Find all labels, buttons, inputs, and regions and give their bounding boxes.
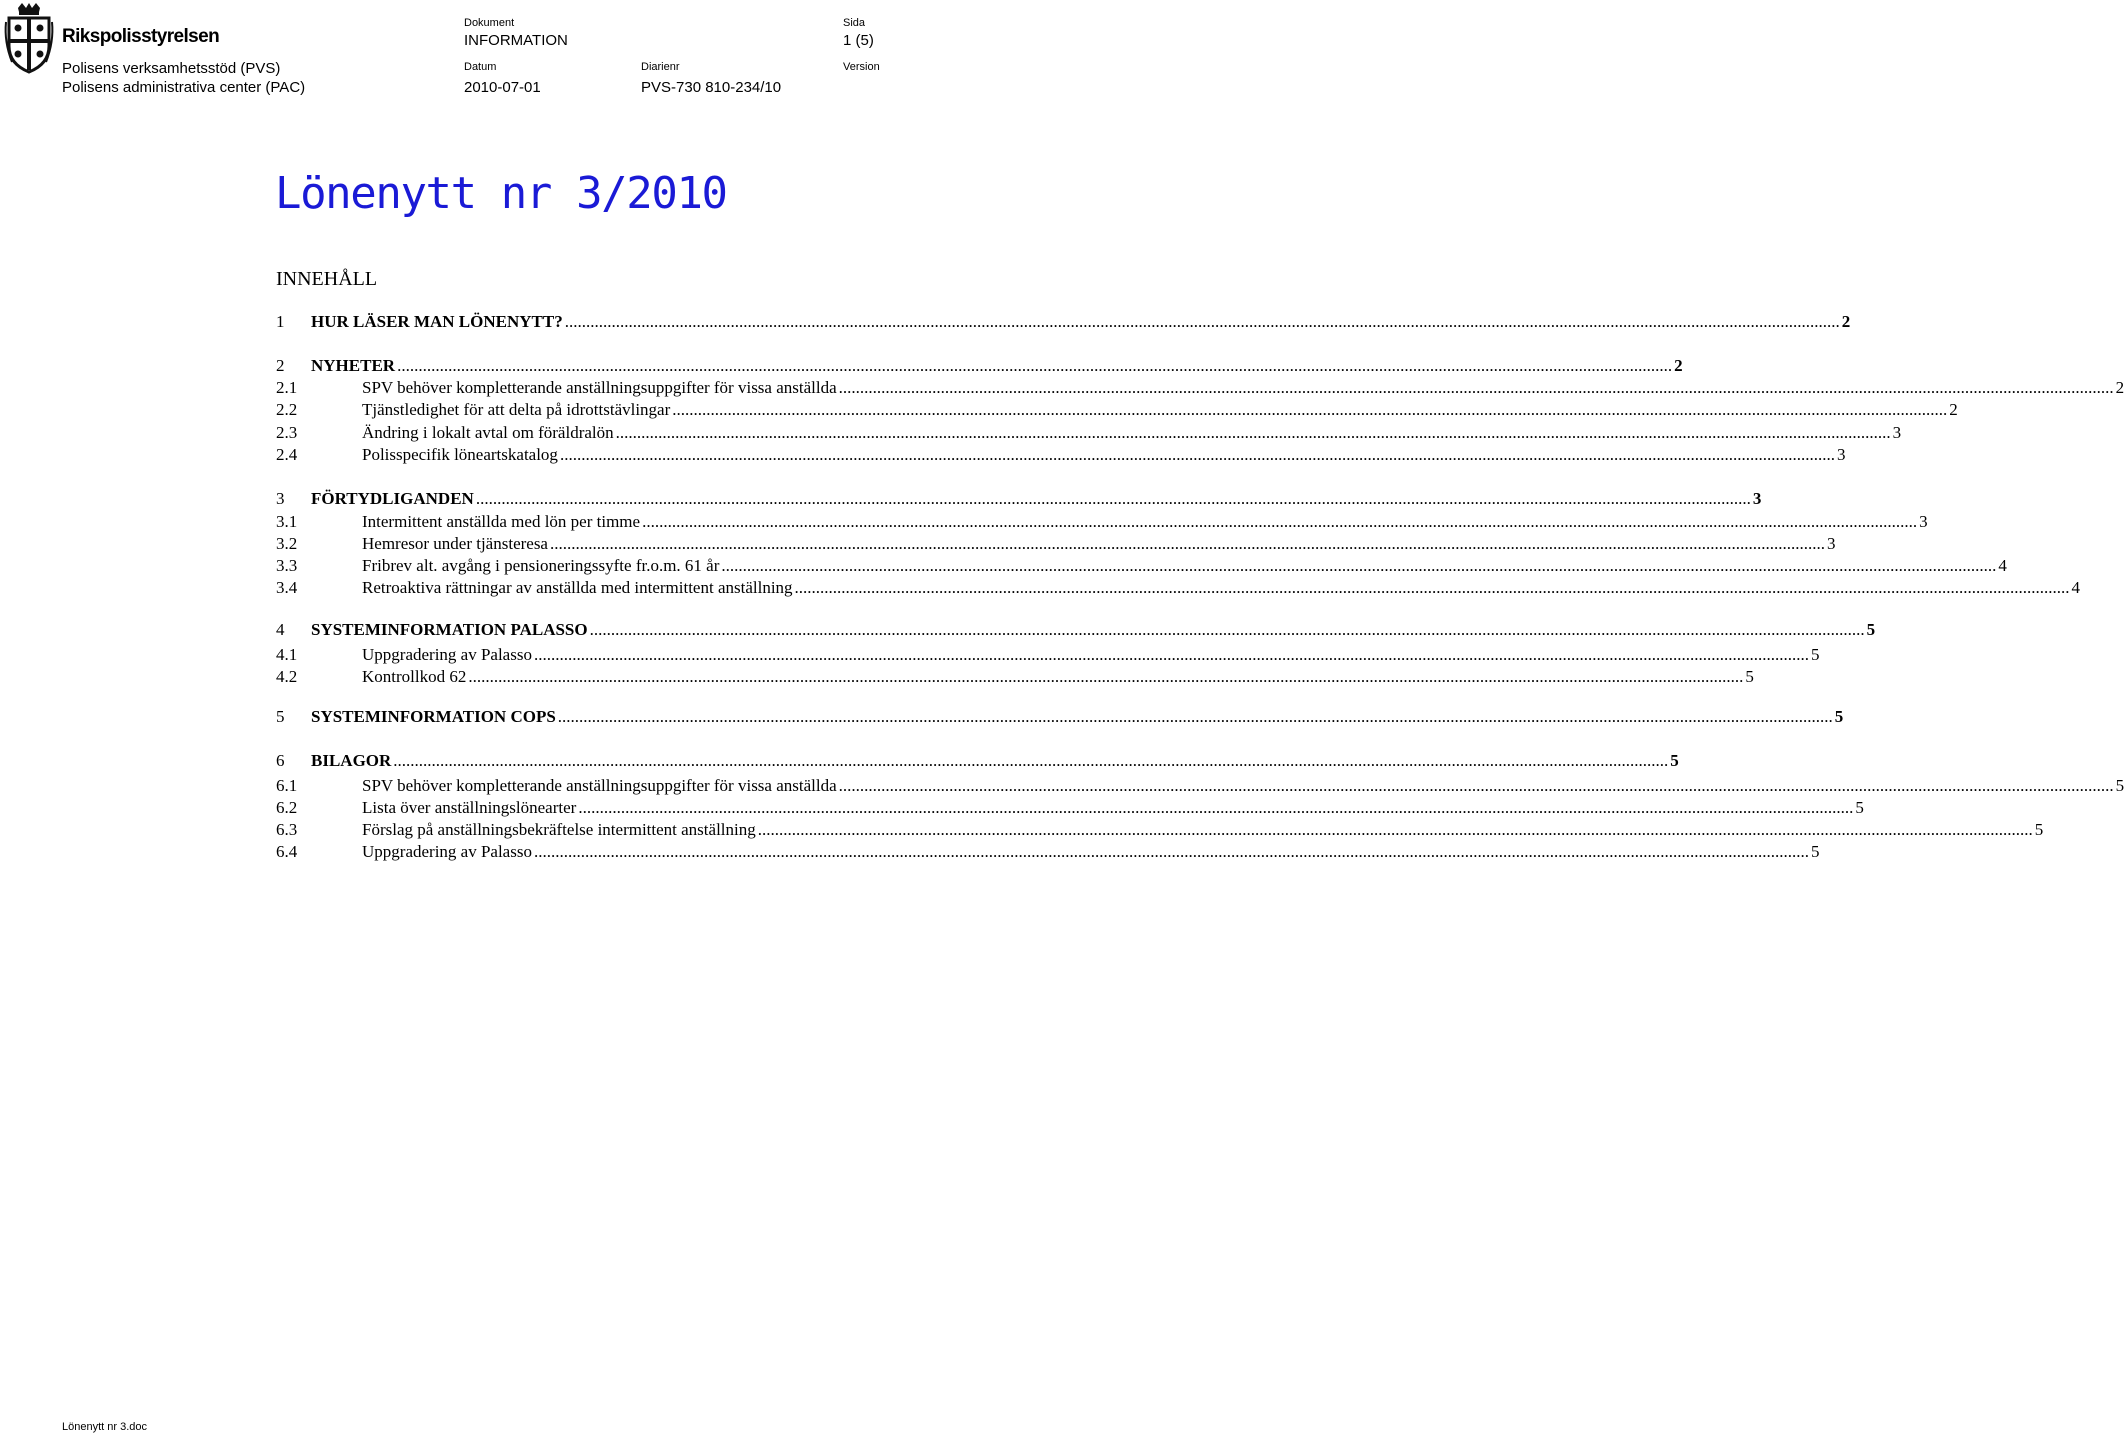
toc-entry-number: 3.4 [276, 578, 298, 597]
organization-name: Rikspolisstyrelsen [62, 26, 220, 47]
toc-dot-leader: ............................................................................................................................................................................................................................................................................................................ [615, 423, 1891, 442]
toc-entry[interactable] [276, 489, 1762, 511]
toc-entry[interactable] [276, 378, 2124, 400]
toc-entry-title: SPV behöver kompletterande anställningsuppgifter för vissa anställda [362, 378, 837, 397]
toc-entry-title: Fribrev alt. avgång i pensioneringssyfte fr.o.m. 61 år [362, 556, 720, 575]
toc-entry-title: Kontrollkod 62 [362, 667, 467, 686]
toc-entry-number: 2 [276, 356, 285, 375]
toc-entry-page: 5 [1810, 645, 1820, 664]
toc-dot-leader: ............................................................................................................................................................................................................................................................................................................ [672, 400, 1948, 419]
toc-entry[interactable] [276, 534, 1836, 556]
diarienr-label: Diarienr [641, 61, 680, 73]
department-line-2: Polisens administrativa center (PAC) [62, 79, 306, 96]
toc-heading: INNEHÅLL [276, 268, 378, 290]
dokument-value: INFORMATION [464, 32, 568, 49]
toc-entry[interactable] [276, 356, 1683, 378]
toc-entry-title: Polisspecifik löneartskatalog [362, 445, 558, 464]
toc-entry[interactable] [276, 423, 1902, 445]
toc-entry-page: 5 [1745, 667, 1754, 686]
toc-dot-leader: ............................................................................................................................................................................................................................................................................................................ [397, 356, 1673, 375]
toc-entry-number: 4.2 [276, 667, 298, 686]
footer-filename: Lönenytt nr 3.doc [62, 1421, 148, 1433]
toc-dot-leader: ............................................................................................................................................................................................................................................................................................................ [549, 534, 1825, 553]
toc-entry[interactable] [276, 512, 1928, 534]
toc-entry-title: Retroaktiva rättningar av anställda med intermittent anställning [362, 578, 793, 597]
toc-dot-leader: ............................................................................................................................................................................................................................................................................................................ [557, 707, 1833, 726]
toc-dot-leader: ............................................................................................................................................................................................................................................................................................................ [578, 798, 1854, 817]
toc-entry[interactable] [276, 620, 1876, 642]
toc-entry-page: 3 [1892, 423, 1902, 442]
datum-value: 2010-07-01 [464, 79, 541, 96]
toc-entry-number: 3.3 [276, 556, 298, 575]
toc-entry[interactable] [276, 707, 1844, 729]
toc-entry[interactable] [276, 667, 1754, 689]
toc-entry-number: 1 [276, 312, 285, 331]
datum-label: Datum [464, 61, 497, 73]
toc-entry-title: SPV behöver kompletterande anställningsuppgifter för vissa anställda [362, 776, 837, 795]
toc-entry-page: 4 [1998, 556, 2007, 575]
toc-dot-leader: ............................................................................................................................................................................................................................................................................................................ [642, 512, 1918, 531]
toc-entry-number: 6.3 [276, 820, 298, 839]
toc-entry-title: Uppgradering av Palasso [362, 645, 532, 664]
toc-dot-leader: ............................................................................................................................................................................................................................................................................................................ [794, 578, 2070, 597]
toc-entry[interactable] [276, 556, 2007, 578]
toc-dot-leader: ............................................................................................................................................................................................................................................................................................................ [475, 489, 1751, 508]
toc-entry-page: 2 [1841, 312, 1851, 331]
toc-dot-leader: ............................................................................................................................................................................................................................................................................................................ [838, 378, 2114, 397]
toc-entry-page: 3 [1836, 445, 1846, 464]
document-title: Lönenytt nr 3/2010 [275, 168, 727, 219]
toc-entry-title: BILAGOR [311, 751, 392, 770]
toc-entry-number: 2.3 [276, 423, 298, 442]
toc-entry-number: 4 [276, 620, 285, 639]
toc-dot-leader: ............................................................................................................................................................................................................................................................................................................ [564, 312, 1840, 331]
toc-dot-leader: ............................................................................................................................................................................................................................................................................................................ [533, 645, 1809, 664]
toc-entry-title: NYHETER [311, 356, 396, 375]
toc-entry[interactable] [276, 400, 1958, 422]
toc-entry-number: 3 [276, 489, 285, 508]
toc-entry[interactable] [276, 751, 1679, 773]
toc-dot-leader: ............................................................................................................................................................................................................................................................................................................ [838, 776, 2114, 795]
toc-dot-leader: ............................................................................................................................................................................................................................................................................................................ [533, 842, 1809, 861]
toc-entry-title: Förslag på anställningsbekräftelse intermittent anställning [362, 820, 756, 839]
toc-entry-title: Hemresor under tjänsteresa [362, 534, 548, 553]
toc-entry-title: Tjänstledighet för att delta på idrottstävlingar [362, 400, 671, 419]
toc-entry-number: 6.2 [276, 798, 298, 817]
toc-entry-number: 5 [276, 707, 285, 726]
toc-entry[interactable] [276, 776, 2124, 798]
toc-entry-page: 2 [1674, 356, 1683, 375]
toc-entry-title: SYSTEMINFORMATION PALASSO [311, 620, 588, 639]
toc-entry[interactable] [276, 445, 1846, 467]
sida-value: 1 (5) [843, 32, 874, 49]
diarienr-value: PVS-730 810-234/10 [641, 79, 782, 96]
toc-entry-number: 3.1 [276, 512, 298, 531]
toc-entry-page: 3 [1752, 489, 1762, 508]
toc-entry-number: 3.2 [276, 534, 298, 553]
toc-entry-page: 2 [1949, 400, 1958, 419]
toc-entry-number: 6 [276, 751, 285, 770]
toc-dot-leader: ............................................................................................................................................................................................................................................................................................................ [757, 820, 2033, 839]
toc-entry[interactable] [276, 312, 1851, 334]
toc-entry-title: Intermittent anställda med lön per timme [362, 512, 641, 531]
toc-entry-page: 5 [1855, 798, 1864, 817]
toc-dot-leader: ............................................................................................................................................................................................................................................................................................................ [721, 556, 1997, 575]
toc-entry-page: 5 [1810, 842, 1820, 861]
police-crest-logo [4, 2, 54, 74]
toc-entry[interactable] [276, 578, 2081, 600]
department-line-1: Polisens verksamhetsstöd (PVS) [62, 60, 281, 77]
toc-entry-page: 5 [1834, 707, 1844, 726]
toc-entry-page: 5 [2115, 776, 2124, 795]
toc-entry-number: 2.2 [276, 400, 298, 419]
dokument-label: Dokument [464, 17, 515, 29]
toc-entry-page: 5 [1866, 620, 1876, 639]
toc-entry-title: Lista över anställningslönearter [362, 798, 577, 817]
toc-entry-title: SYSTEMINFORMATION COPS [311, 707, 556, 726]
toc-entry-number: 6.1 [276, 776, 298, 795]
version-label: Version [843, 61, 880, 73]
toc-dot-leader: ............................................................................................................................................................................................................................................................................................................ [468, 667, 1744, 686]
toc-entry-page: 2 [2115, 378, 2124, 397]
toc-entry-title: Ändring i lokalt avtal om föräldralön [362, 423, 614, 442]
toc-entry[interactable] [276, 645, 1820, 667]
toc-dot-leader: ............................................................................................................................................................................................................................................................................................................ [589, 620, 1865, 639]
toc-entry-page: 5 [2034, 820, 2044, 839]
toc-entry-page: 3 [1919, 512, 1928, 531]
toc-entry-number: 4.1 [276, 645, 298, 664]
toc-entry-title: FÖRTYDLIGANDEN [311, 489, 474, 508]
toc-entry-page: 3 [1826, 534, 1836, 553]
toc-entry[interactable] [276, 798, 1864, 820]
toc-entry-number: 2.4 [276, 445, 298, 464]
sida-label: Sida [843, 17, 866, 29]
toc-entry[interactable] [276, 842, 1820, 864]
toc-entry-title: Uppgradering av Palasso [362, 842, 532, 861]
toc-entry-number: 6.4 [276, 842, 298, 861]
toc-dot-leader: ............................................................................................................................................................................................................................................................................................................ [393, 751, 1669, 770]
table-of-contents [276, 0, 2124, 1438]
toc-dot-leader: ............................................................................................................................................................................................................................................................................................................ [559, 445, 1835, 464]
toc-entry-title: HUR LÄSER MAN LÖNENYTT? [311, 312, 563, 331]
toc-entry-page: 4 [2071, 578, 2081, 597]
toc-entry-number: 2.1 [276, 378, 298, 397]
toc-entry-page: 5 [1670, 751, 1679, 770]
toc-entry[interactable] [276, 820, 2044, 842]
